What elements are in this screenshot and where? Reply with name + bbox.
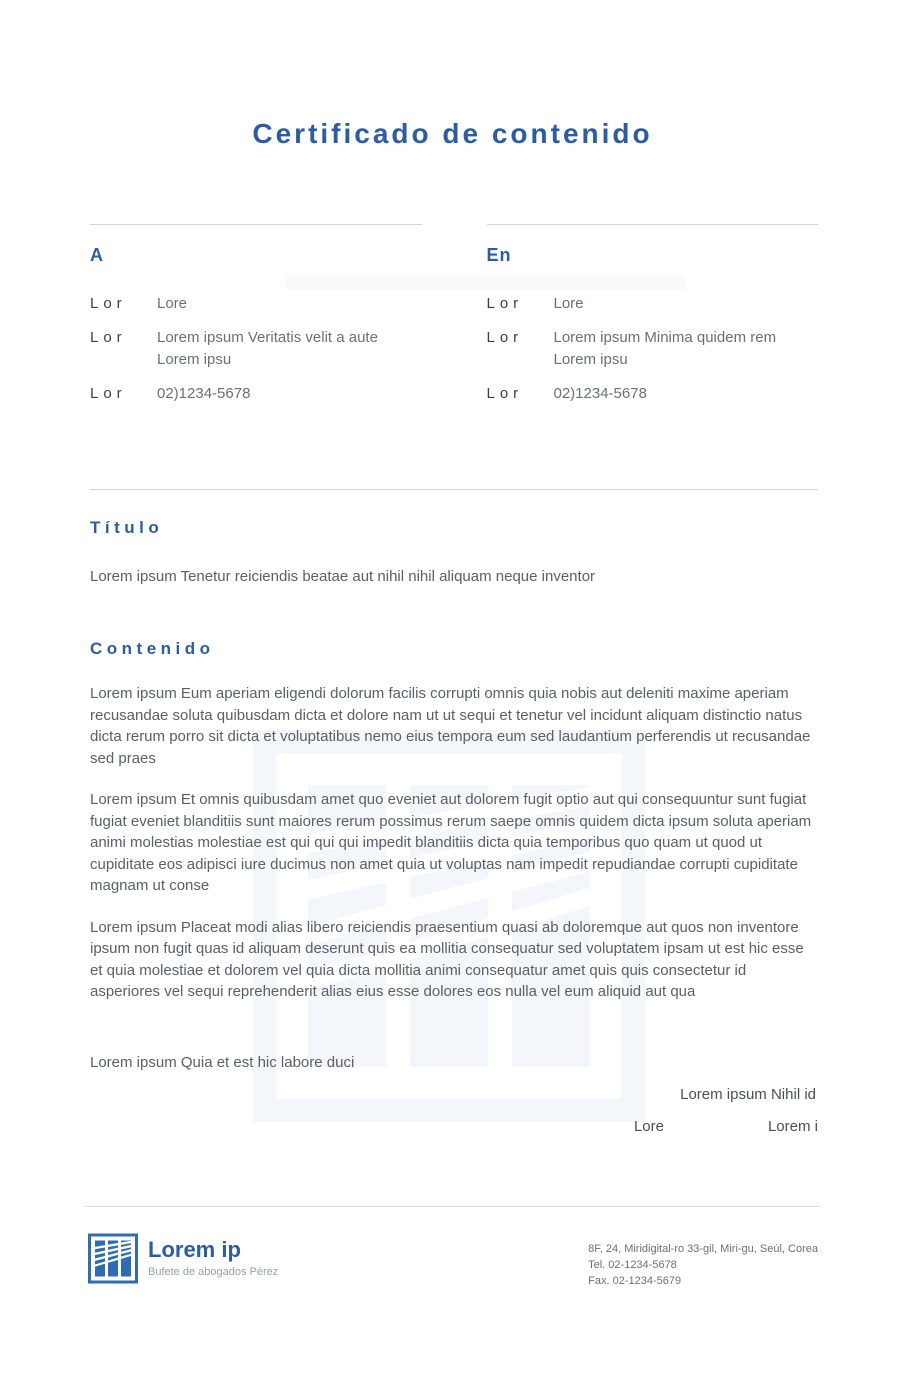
column-en-divider xyxy=(487,224,819,225)
info-column-a xyxy=(90,224,422,417)
titulo-heading: Título xyxy=(90,518,164,537)
contenido-paragraph: Lorem ipsum Placeat modi alias libero reiciendis praesentium quasi ab doloremque aut quos non inventore ipsum non fugit quas id aliquam deserunt quis ea mollitia consequatur sed voluptatem ipsam ut est hic esse et quia molestiae et dolorem vel quia dicta mollitia animi consequatur amet quis quis consectetur id asperiores vel sequi reprehenderit alias eius esse dolores eos nulla vel eum aliquid aut qua xyxy=(90,918,804,1000)
info-column-en xyxy=(487,224,819,417)
row-value: 02)1234-5678 xyxy=(157,385,251,402)
column-a-divider xyxy=(90,224,422,225)
row-value: Lorem ipsum Minima quidem rem Lorem ipsu xyxy=(553,329,777,368)
footer-brand-text xyxy=(148,1238,278,1278)
footer-address: 8F, 24, Miridigital-ro 33-gil, Miri-gu, Seúl, Corea xyxy=(588,1242,818,1255)
footer xyxy=(88,1233,818,1289)
section-divider xyxy=(90,489,818,490)
info-row xyxy=(487,327,819,371)
signature-name: Lore xyxy=(633,1117,664,1135)
row-value: 02)1234-5678 xyxy=(553,385,647,402)
row-label: Lor xyxy=(90,385,127,402)
row-value: Lore xyxy=(553,295,584,312)
info-row xyxy=(90,327,422,371)
contenido-heading: Contenido xyxy=(90,639,215,658)
company-name: Lorem ip xyxy=(148,1237,241,1262)
column-en-rows xyxy=(487,293,819,405)
closing-right-line: Lorem ipsum Nihil id xyxy=(680,1085,816,1103)
row-label: Lor xyxy=(486,295,524,312)
row-label: Lor xyxy=(486,385,524,402)
contenido-paragraph: Lorem ipsum Eum aperiam eligendi dolorum facilis corrupti omnis quia nobis aut deleniti maxime aperiam recusandae soluta quibusdam dicta et dolore nam ut ut sequi et tenetur vel incidunt aliquam distinctio natus dicta rerum porro sit dicta et voluptatibus nemo eius tempora eum sed laudantium perferendis ut recusandae sed praes xyxy=(90,685,811,767)
footer-divider xyxy=(85,1206,820,1207)
titulo-text: Lorem ipsum Tenetur reiciendis beatae aut nihil nihil aliquam neque inventor xyxy=(90,568,596,585)
footer-fax: Fax. 02-1234-5679 xyxy=(588,1274,682,1287)
info-columns xyxy=(90,224,818,417)
info-row xyxy=(90,293,422,315)
info-row xyxy=(90,383,422,405)
signature-value: Lorem i xyxy=(767,1117,818,1135)
contenido-paragraph: Lorem ipsum Et omnis quibusdam amet quo eveniet aut dolorem fugit optio aut qui consequuntur sunt fugiat fugiat eveniet blanditiis sunt maiores rerum possimus rerum saepe omnis quidem dicta ipsum soluta aperiam animi molestias molestiae est qui qui qui impedit blanditiis dicta quia temporibus quo quam ut quod ut cupiditate eos adipisci iure ducimus non amet quia ut voluptas nam impedit repudiandae corrupti cupiditate magnam ut conse xyxy=(90,791,812,894)
column-a-rows xyxy=(90,293,422,405)
info-row xyxy=(487,383,819,405)
company-logo-icon xyxy=(88,1233,138,1284)
footer-tel: Tel. 02-1234-5678 xyxy=(588,1258,677,1271)
row-label: Lor xyxy=(90,295,127,312)
contenido-section xyxy=(90,639,818,1003)
certificate-page xyxy=(0,118,905,1398)
company-tagline: Bufete de abogados Pérez xyxy=(148,1266,279,1278)
info-row xyxy=(487,293,819,315)
column-en-heading: En xyxy=(486,245,512,265)
row-value: Lorem ipsum Veritatis velit a aute Lorem ipsu xyxy=(157,329,378,368)
titulo-section xyxy=(90,518,818,588)
row-value: Lore xyxy=(157,295,188,312)
row-label: Lor xyxy=(90,329,127,346)
footer-brand xyxy=(88,1233,278,1284)
footer-contact xyxy=(588,1233,818,1289)
page-title: Certificado de contenido xyxy=(252,118,653,149)
signature-row xyxy=(90,1116,818,1138)
closing-left-line: Lorem ipsum Quia et est hic labore duci xyxy=(90,1053,355,1071)
column-a-heading: A xyxy=(90,245,104,265)
row-label: Lor xyxy=(486,329,524,346)
